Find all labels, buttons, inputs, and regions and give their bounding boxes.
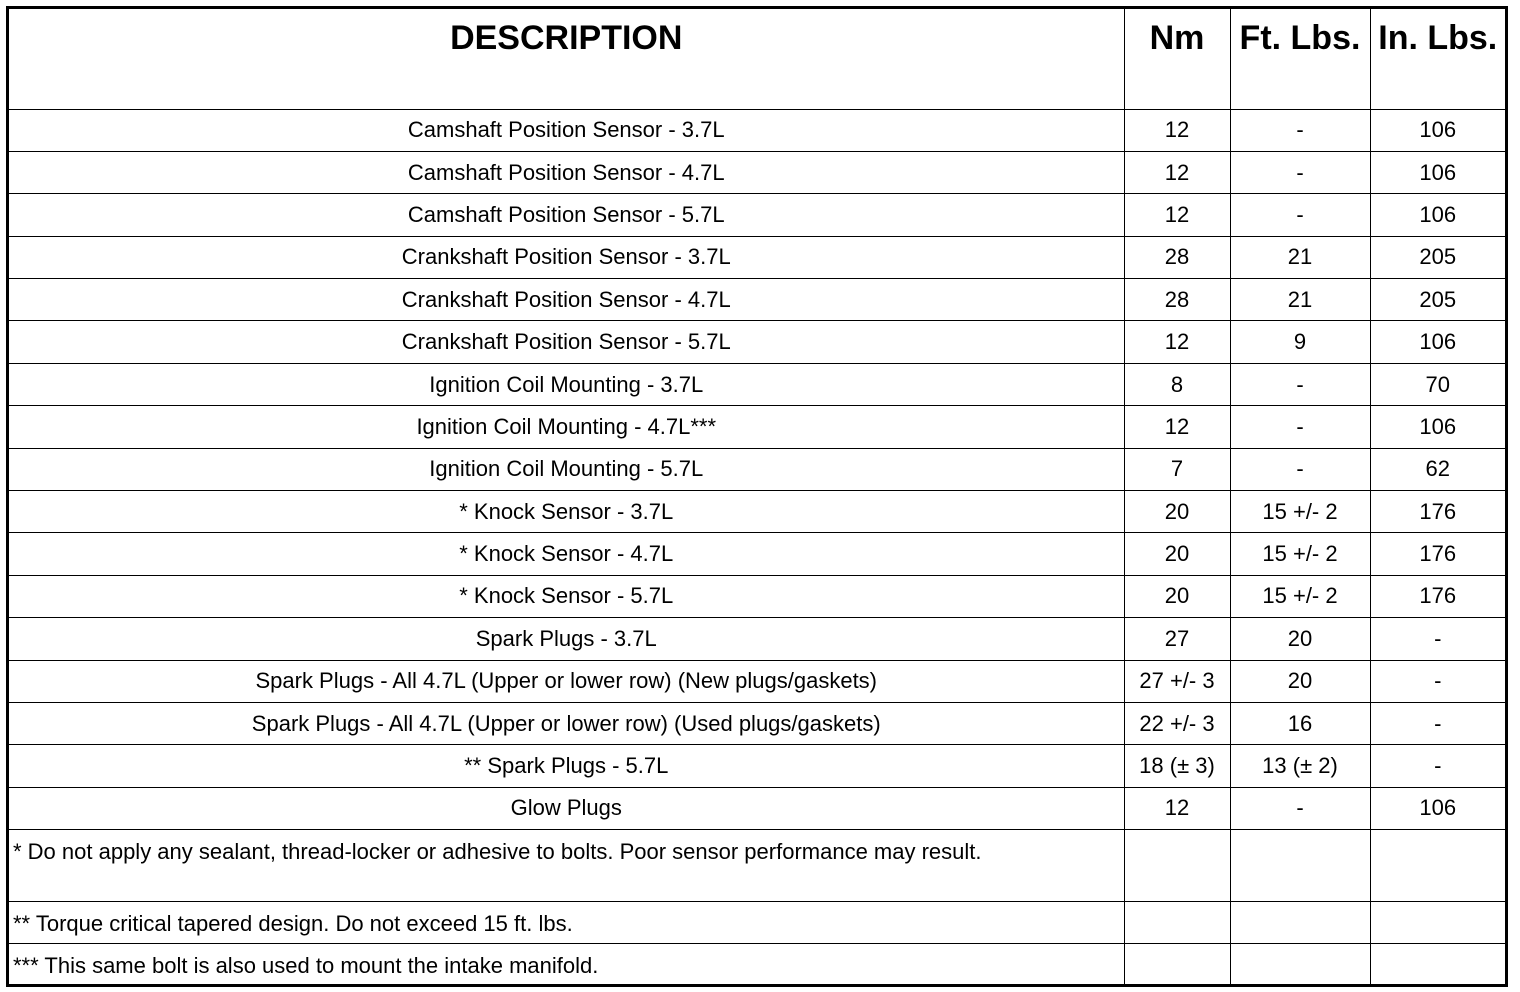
cell-ft-lbs: 21 xyxy=(1230,279,1370,321)
cell-ft-lbs: 16 xyxy=(1230,702,1370,744)
empty-cell xyxy=(1230,944,1370,986)
table-row xyxy=(9,406,1505,448)
cell-in-lbs: 106 xyxy=(1370,194,1505,236)
cell-in-lbs: 176 xyxy=(1370,533,1505,575)
column-header-ft-lbs: Ft. Lbs. xyxy=(1230,9,1370,109)
cell-in-lbs: 205 xyxy=(1370,279,1505,321)
cell-nm: 28 xyxy=(1124,236,1230,278)
cell-ft-lbs: 9 xyxy=(1230,321,1370,363)
table-row xyxy=(9,787,1505,829)
cell-in-lbs: 176 xyxy=(1370,491,1505,533)
cell-description: Camshaft Position Sensor - 3.7L xyxy=(9,109,1124,151)
empty-cell xyxy=(1370,902,1505,944)
cell-nm: 20 xyxy=(1124,491,1230,533)
table-header-row xyxy=(9,9,1505,109)
cell-in-lbs: 62 xyxy=(1370,448,1505,490)
empty-cell xyxy=(1370,830,1505,902)
table-row xyxy=(9,448,1505,490)
table-row xyxy=(9,491,1505,533)
cell-ft-lbs: 15 +/- 2 xyxy=(1230,533,1370,575)
cell-nm: 12 xyxy=(1124,406,1230,448)
table-row xyxy=(9,279,1505,321)
cell-ft-lbs: - xyxy=(1230,194,1370,236)
cell-ft-lbs: 21 xyxy=(1230,236,1370,278)
cell-nm: 12 xyxy=(1124,151,1230,193)
cell-ft-lbs: 15 +/- 2 xyxy=(1230,575,1370,617)
cell-nm: 7 xyxy=(1124,448,1230,490)
column-header-in-lbs: In. Lbs. xyxy=(1370,9,1505,109)
cell-description: Glow Plugs xyxy=(9,787,1124,829)
cell-description: Ignition Coil Mounting - 3.7L xyxy=(9,363,1124,405)
footnote-row xyxy=(9,902,1505,944)
cell-nm: 12 xyxy=(1124,321,1230,363)
table-row xyxy=(9,702,1505,744)
empty-cell xyxy=(1124,902,1230,944)
empty-cell xyxy=(1124,944,1230,986)
empty-cell xyxy=(1124,830,1230,902)
cell-description: Camshaft Position Sensor - 4.7L xyxy=(9,151,1124,193)
cell-ft-lbs: - xyxy=(1230,151,1370,193)
cell-in-lbs: 106 xyxy=(1370,321,1505,363)
column-header-description: DESCRIPTION xyxy=(9,9,1124,109)
cell-in-lbs: - xyxy=(1370,745,1505,787)
cell-nm: 18 (± 3) xyxy=(1124,745,1230,787)
torque-specification-table xyxy=(9,9,1505,986)
table-row xyxy=(9,109,1505,151)
table-row xyxy=(9,236,1505,278)
table-row xyxy=(9,194,1505,236)
cell-in-lbs: - xyxy=(1370,660,1505,702)
cell-nm: 20 xyxy=(1124,533,1230,575)
cell-ft-lbs: 13 (± 2) xyxy=(1230,745,1370,787)
cell-description: Crankshaft Position Sensor - 5.7L xyxy=(9,321,1124,363)
table-row xyxy=(9,745,1505,787)
cell-ft-lbs: - xyxy=(1230,787,1370,829)
column-header-nm: Nm xyxy=(1124,9,1230,109)
cell-nm: 12 xyxy=(1124,194,1230,236)
cell-description: * Knock Sensor - 3.7L xyxy=(9,491,1124,533)
footnote-row xyxy=(9,830,1505,902)
cell-description: Camshaft Position Sensor - 5.7L xyxy=(9,194,1124,236)
table-row xyxy=(9,533,1505,575)
cell-description: * Knock Sensor - 5.7L xyxy=(9,575,1124,617)
cell-in-lbs: 176 xyxy=(1370,575,1505,617)
table-row xyxy=(9,575,1505,617)
empty-cell xyxy=(1370,944,1505,986)
cell-description: Spark Plugs - All 4.7L (Upper or lower row) (New plugs/gaskets) xyxy=(9,660,1124,702)
cell-nm: 20 xyxy=(1124,575,1230,617)
cell-in-lbs: 70 xyxy=(1370,363,1505,405)
cell-description: Crankshaft Position Sensor - 4.7L xyxy=(9,279,1124,321)
cell-nm: 27 +/- 3 xyxy=(1124,660,1230,702)
cell-ft-lbs: 20 xyxy=(1230,618,1370,660)
cell-nm: 27 xyxy=(1124,618,1230,660)
cell-description: Spark Plugs - All 4.7L (Upper or lower row) (Used plugs/gaskets) xyxy=(9,702,1124,744)
cell-in-lbs: 106 xyxy=(1370,109,1505,151)
cell-description: Ignition Coil Mounting - 4.7L*** xyxy=(9,406,1124,448)
table-row xyxy=(9,151,1505,193)
cell-description: ** Spark Plugs - 5.7L xyxy=(9,745,1124,787)
table-row xyxy=(9,618,1505,660)
cell-nm: 8 xyxy=(1124,363,1230,405)
cell-description: Crankshaft Position Sensor - 3.7L xyxy=(9,236,1124,278)
cell-in-lbs: 106 xyxy=(1370,151,1505,193)
cell-ft-lbs: - xyxy=(1230,448,1370,490)
cell-ft-lbs: - xyxy=(1230,363,1370,405)
cell-in-lbs: - xyxy=(1370,618,1505,660)
cell-ft-lbs: 20 xyxy=(1230,660,1370,702)
empty-cell xyxy=(1230,902,1370,944)
footnote-row xyxy=(9,944,1505,986)
footnote-sealant: * Do not apply any sealant, thread-locker or adhesive to bolts. Poor sensor performance may result. xyxy=(9,830,1124,902)
cell-in-lbs: 106 xyxy=(1370,406,1505,448)
table-row xyxy=(9,660,1505,702)
cell-in-lbs: 106 xyxy=(1370,787,1505,829)
cell-nm: 12 xyxy=(1124,109,1230,151)
torque-specification-sheet xyxy=(6,6,1508,987)
cell-description: Ignition Coil Mounting - 5.7L xyxy=(9,448,1124,490)
cell-in-lbs: 205 xyxy=(1370,236,1505,278)
cell-nm: 28 xyxy=(1124,279,1230,321)
cell-nm: 22 +/- 3 xyxy=(1124,702,1230,744)
footnote-torque-critical: ** Torque critical tapered design. Do not exceed 15 ft. lbs. xyxy=(9,902,1124,944)
cell-in-lbs: - xyxy=(1370,702,1505,744)
cell-description: Spark Plugs - 3.7L xyxy=(9,618,1124,660)
cell-ft-lbs: - xyxy=(1230,406,1370,448)
cell-nm: 12 xyxy=(1124,787,1230,829)
footnote-intake-manifold: *** This same bolt is also used to mount the intake manifold. xyxy=(9,944,1124,986)
cell-ft-lbs: 15 +/- 2 xyxy=(1230,491,1370,533)
table-row xyxy=(9,363,1505,405)
empty-cell xyxy=(1230,830,1370,902)
table-row xyxy=(9,321,1505,363)
cell-ft-lbs: - xyxy=(1230,109,1370,151)
cell-description: * Knock Sensor - 4.7L xyxy=(9,533,1124,575)
